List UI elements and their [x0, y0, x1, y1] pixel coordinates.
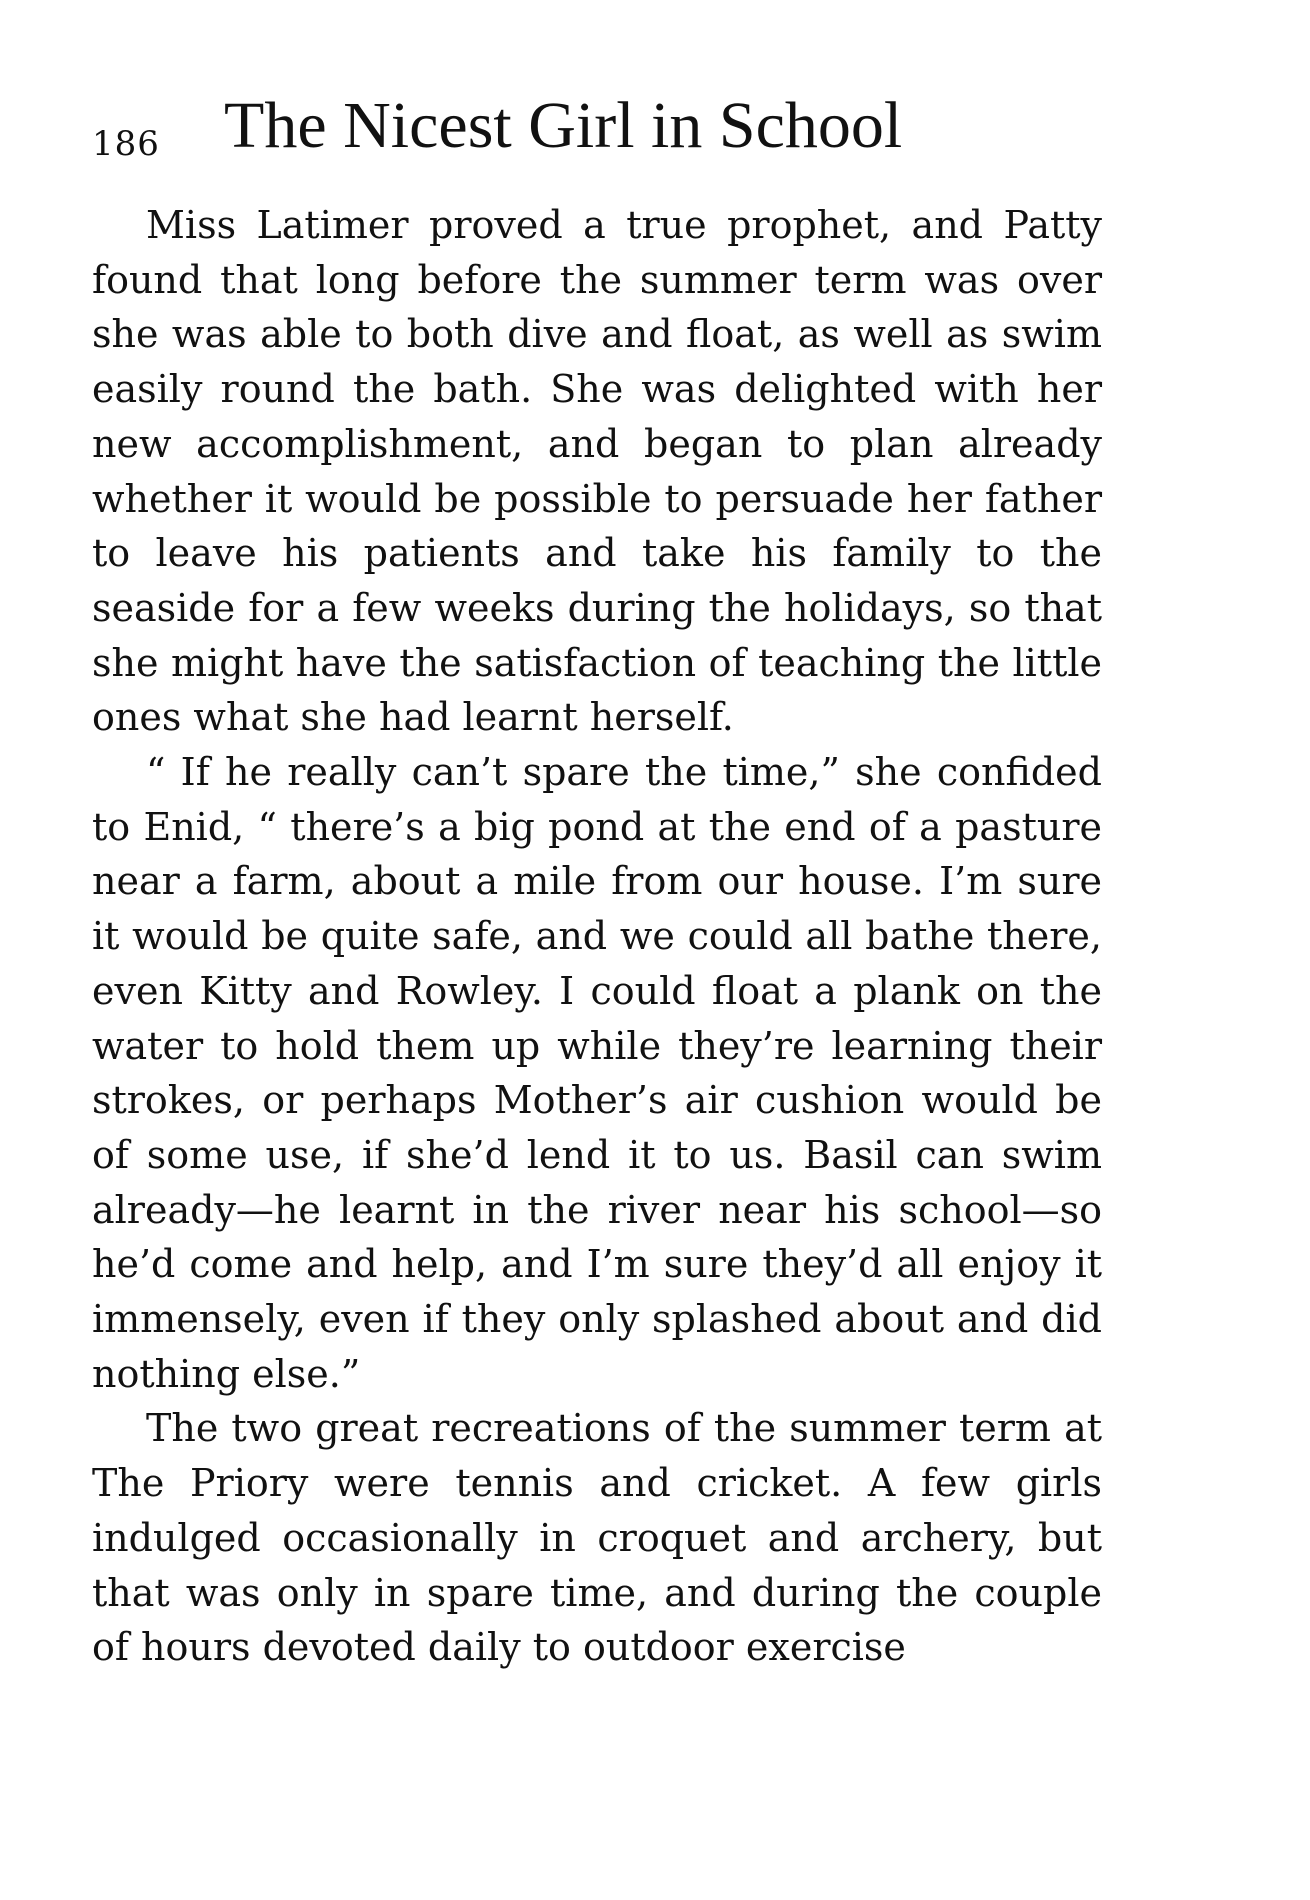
body-text [92, 198, 1102, 1675]
paragraph: Miss Latimer proved a true prophet, and Patty found that long before the summer term was over she was able to both dive and float, as well as swim easily round the bath. She was delighted with her new accomplishment, and began to plan already whether it would be possible to persuade her father to leave his patients and take his family to the seaside for a few weeks during the holidays, so that she might have the satisfaction of teaching the little ones what she had learnt herself. [92, 203, 1102, 740]
page-header [92, 88, 1112, 168]
paragraph: The two great recreations of the summer term at The Priory were tennis and cricket. A few girls indulged occasionally in croquet and archery, but that was only in spare time, and during the couple of hours devoted daily to outdoor exercise [92, 1406, 1102, 1670]
page-number: 186 [92, 124, 160, 164]
paragraph: “ If he really can’t spare the time,” she confided to Enid, “ there’s a big pond at the end of a pasture near a farm, about a mile from our house. I’m sure it would be quite safe, and we could all bathe there, even Kitty and Rowley. I could float a plank on the water to hold them up while they’re learning their strokes, or perhaps Mother’s air cushion would be of some use, if she’d lend it to us. Basil can swim already—he learnt in the river near his school—so he’d come and help, and I’m sure they’d all enjoy it immensely, even if they only splashed about and did nothing else.” [92, 750, 1102, 1396]
running-title: The Nicest Girl in School [224, 89, 903, 162]
